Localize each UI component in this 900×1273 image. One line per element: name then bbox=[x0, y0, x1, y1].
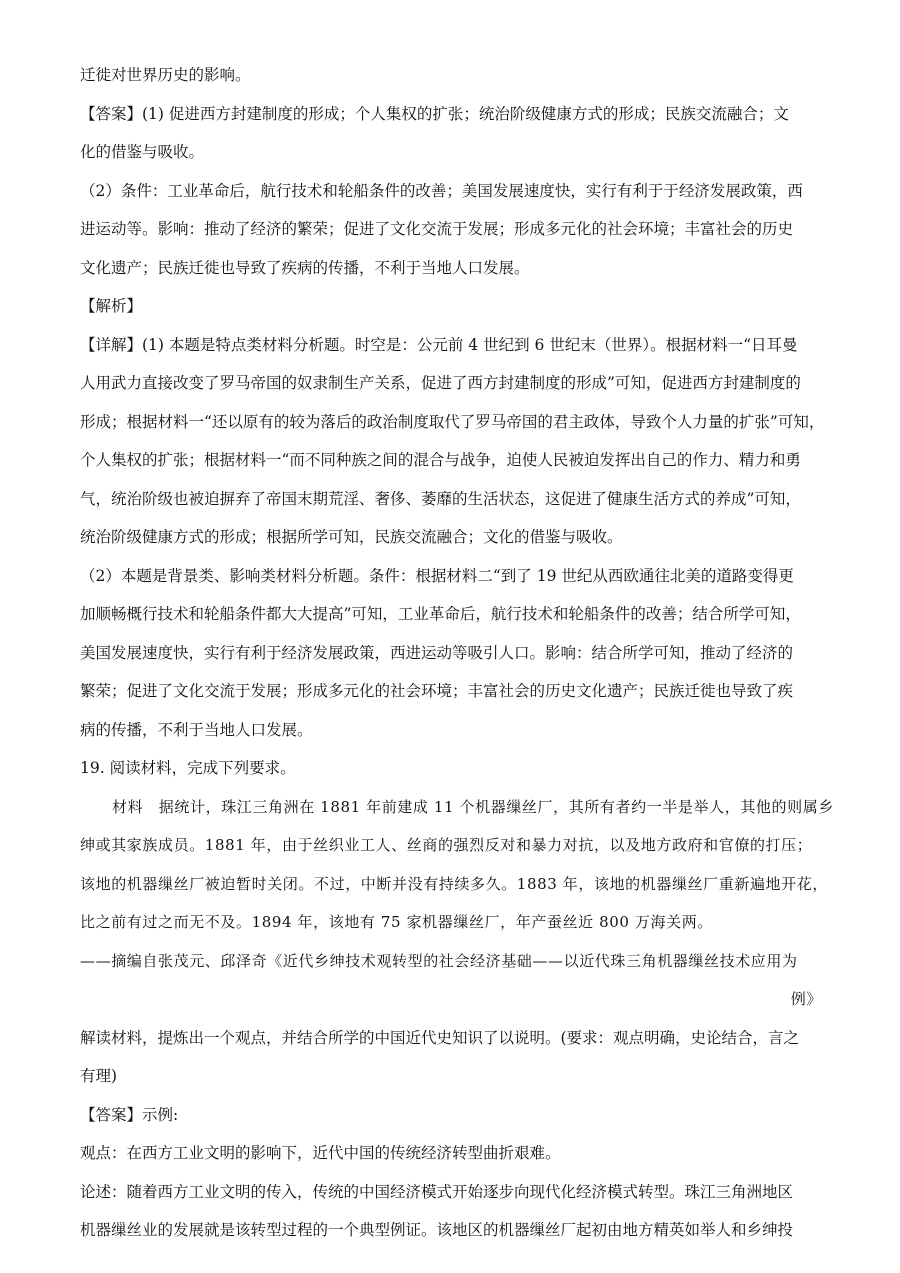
argument-line: 机器缫丝业的发展就是该转型过程的一个典型例证。该地区的机器缫丝厂起初由地方精英如举人和乡绅投 bbox=[80, 1221, 794, 1239]
question-answer-section bbox=[80, 1019, 822, 1250]
viewpoint-line: 观点：在西方工业文明的影响下，近代中国的传统经济转型曲折艰难。 bbox=[80, 1144, 561, 1162]
text-line: 化的借鉴与吸收。 bbox=[80, 143, 205, 161]
detail-line: 【详解】(1) 本题是特点类材料分析题。时空是：公元前 4 世纪到 6 世纪末（世界）。根据材料一“日耳曼 bbox=[80, 335, 798, 354]
material-line: 比之前有过之而无不及。1894 年，该地有 75 家机器缫丝厂，年产蚕丝近 800 万海关两。 bbox=[80, 913, 713, 931]
source-line-end: 例》 bbox=[790, 990, 822, 1008]
material-line: 材料 据统计，珠江三角洲在 1881 年前建成 11 个机器缫丝厂，其所有者约一半是举人，其他的则属乡 bbox=[112, 797, 834, 816]
text-line: 个人集权的扩张；根据材料一“而不同种族之间的混合与战争，迫使人民被迫发挥出自己的作力、精力和勇 bbox=[80, 451, 801, 469]
text-line: 人用武力直接改变了罗马帝国的奴隶制生产关系，促进了西方封建制度的形成”可知，促进西方封建制度的 bbox=[80, 374, 801, 392]
question-text: 有理) bbox=[80, 1067, 118, 1085]
document-page bbox=[80, 56, 834, 1250]
text-line: 加顺畅概行技术和轮船条件都大大提高”可知，工业革命后，航行技术和轮船条件的改善；结合所学可知， bbox=[80, 605, 801, 623]
text-line: （2）条件：工业革命后，航行技术和轮船条件的改善；美国发展速度快，实行有利于于经济发展政策，西 bbox=[80, 181, 803, 200]
answer-heading: 【答案】示例: bbox=[80, 1105, 179, 1124]
text-line: 气，统治阶级也被迫摒弃了帝国末期荒淫、奢侈、萎靡的生活状态，这促进了健康生活方式的养成”可知， bbox=[80, 489, 801, 508]
text-line: 文化遗产；民族迁徙也导致了疾病的传播，不利于当地人口发展。 bbox=[80, 258, 530, 277]
text-line: 形成；根据材料一“还以原有的较为落后的政治制度取代了罗马帝国的君主政体，导致个人力量的扩张”可知， bbox=[80, 412, 825, 431]
material-block bbox=[80, 788, 834, 1019]
argument-line: 论述：随着西方工业文明的传入，传统的中国经济模式开始逐步向现代化经济模式转型。珠江三角洲地区 bbox=[80, 1182, 794, 1201]
text-line: 进运动等。影响：推动了经济的繁荣；促进了文化交流于发展；形成多元化的社会环境；丰富社会的历史 bbox=[80, 220, 794, 238]
text-line: 迁徙对世界历史的影响。 bbox=[80, 66, 251, 84]
answer-line: 【答案】(1) 促进西方封建制度的形成；个人集权的扩张；统治阶级健康方式的形成；民族交流融合；文 bbox=[80, 104, 789, 123]
material-line: 绅或其家族成员。1881 年，由于丝织业工人、丝商的强烈反对和暴力对抗，以及地方政府和官僚的打压； bbox=[80, 836, 813, 854]
answer-section bbox=[80, 56, 825, 788]
analysis-heading: 【解析】 bbox=[80, 297, 143, 315]
question-heading: 19. 阅读材料，完成下列要求。 bbox=[80, 759, 296, 777]
text-line: （2）本题是背景类、影响类材料分析题。条件：根据材料二“到了 19 世纪从西欧通往北美的道路变得更 bbox=[80, 566, 794, 585]
text-line: 美国发展速度快，实行有利于经济发展政策，西进运动等吸引人口。影响：结合所学可知，推动了经济的 bbox=[80, 643, 794, 662]
text-line: 统治阶级健康方式的形成；根据所学可知，民族交流融合；文化的借鉴与吸收。 bbox=[80, 528, 623, 546]
text-line: 繁荣；促进了文化交流于发展；形成多元化的社会环境；丰富社会的历史文化遗产；民族迁徙也导致了疾 bbox=[80, 682, 794, 700]
question-text: 解读材料，提炼出一个观点，并结合所学的中国近代史知识了以说明。(要求：观点明确，史论结合，言之 bbox=[80, 1028, 800, 1047]
material-line: 该地的机器缫丝厂被迫暂时关闭。不过，中断并没有持续多久。1883 年，该地的机器缫丝厂重新遍地开花， bbox=[80, 874, 828, 893]
text-line: 病的传播，不利于当地人口发展。 bbox=[80, 720, 313, 739]
source-line: ——摘编自张茂元、邱泽奇《近代乡绅技术观转型的社会经济基础——以近代珠三角机器缫丝技术应用为 bbox=[80, 951, 798, 970]
